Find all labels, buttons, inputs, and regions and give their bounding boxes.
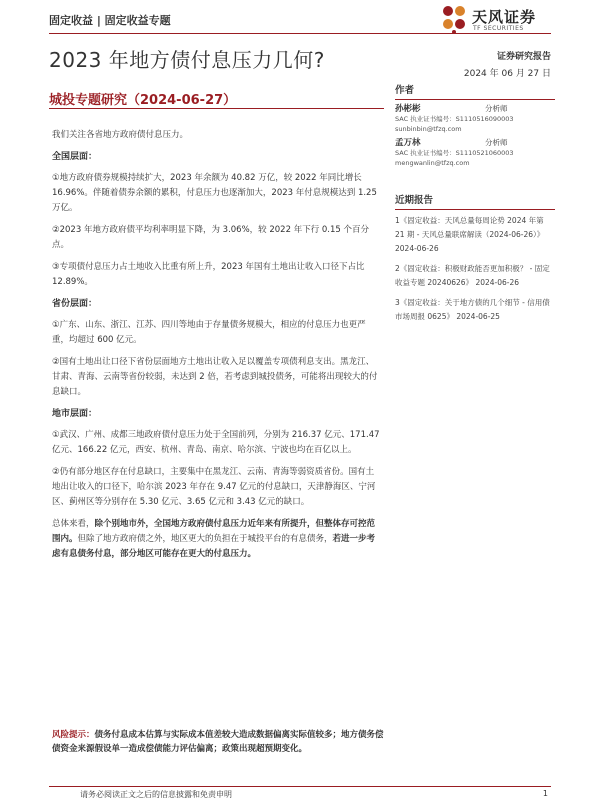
section-heading-national: 全国层面：: [52, 152, 98, 162]
author-cert: SAC 执业证书编号：S1110516090003: [395, 115, 514, 123]
intro-paragraph: 我们关注各省地方政府债付息压力。: [52, 130, 189, 140]
national-point-3: ③专项债付息压力占土地收入比重有所上升，2023 年国有土地出让收入口径下占比 12.89%。: [52, 262, 365, 287]
summary-lead: 总体来看，: [52, 519, 95, 529]
recent-heading: 近期报告: [395, 195, 434, 206]
author-name: 孟万林: [395, 138, 421, 148]
author-cert: SAC 执业证书编号：S1110521060003: [395, 149, 514, 157]
city-point-2: ②仍有部分地区存在付息缺口，主要集中在黑龙江、云南、青海等弱资质省份。国有土地出让收入的口径下，哈尔滨 2023 年存在 9.47 亿元的付息缺口，天津静海区、宁河区、蓟州区等分别存在 5.30 亿元、3.65 亿元和 3.43 亿元的缺口。: [52, 467, 376, 507]
summary-bold-1: 除个别地市外，全国地方政府债付息压力近年来有所提升，但整体存可控范围内。: [52, 519, 376, 544]
author-email[interactable]: mengwanlin@tfzq.com: [395, 159, 470, 167]
national-point-1: ①地方政府债券规模持续扩大，2023 年余额为 40.82 万亿，较 2022 年同比增长 16.96%。伴随着债券余额的累积，付息压力也逐渐加大，2023 年付息规模达到 1.25 万亿。: [52, 173, 377, 213]
page-subtitle: 城投专题研究（2024-06-27）: [49, 93, 237, 108]
author-email[interactable]: sunbinbin@tfzq.com: [395, 125, 462, 133]
recent-report-item[interactable]: 1《固定收益：天风总量每周论势 2024 年第 21 期 - 天风总量联席解读（2024-06-26）》 2024-06-26: [395, 216, 545, 253]
summary-plain: 但除了地方政府债之外，地区更大的负担在于城投平台的有息债务，: [77, 534, 333, 544]
author-card: [395, 104, 555, 134]
breadcrumb: 固定收益 | 固定收益专题: [49, 14, 171, 27]
authors-divider: [395, 99, 555, 100]
logo-mark-icon: [440, 4, 468, 34]
author-card: [395, 138, 555, 168]
author-role: 分析师: [485, 138, 508, 147]
header-divider: [49, 33, 551, 34]
subtitle-divider: [49, 108, 384, 109]
authors-heading: 作者: [395, 85, 415, 96]
footer-disclaimer: 请务必阅读正文之后的信息披露和免责申明: [80, 790, 232, 799]
sidebar: [395, 80, 555, 330]
logo-text: 天风证券: [472, 8, 537, 26]
footer-divider: [49, 786, 551, 787]
province-point-1: ①广东、山东、浙江、江苏、四川等地由于存量债务规模大，相应的付息压力也更严重，均超过 600 亿元。: [52, 320, 366, 345]
main-content: [52, 128, 382, 569]
summary-bold-2: 若进一步考虑有息债务付息，部分地区可能存在更大的付息压力。: [52, 534, 376, 559]
report-date: 2024 年 06 月 27 日: [463, 69, 551, 79]
section-heading-city: 地市层面：: [52, 409, 98, 419]
risk-label: 风险提示：: [52, 730, 95, 740]
page-title: 2023 年地方债付息压力几何?: [49, 48, 325, 72]
recent-report-item[interactable]: 2《固定收益：积极财政能否更加积极？ - 固定收益专题 20240626》 2024-06-26: [395, 264, 550, 287]
risk-warning: [52, 728, 387, 756]
page-number: 1: [542, 789, 548, 798]
national-point-2: ②2023 年地方政府债平均利率明显下降，为 3.06%，较 2022 年下行 0.15 个百分点。: [52, 225, 370, 250]
province-point-2: ②国有土地出让口径下省份层面地方土地出让收入足以覆盖专项债利息支出。黑龙江、甘肃、青海、云南等省份较弱，未达到 2 倍，若考虑到城投债务，可能将出现较大的付息缺口。: [52, 357, 378, 397]
author-name: 孙彬彬: [395, 104, 421, 114]
author-role: 分析师: [485, 104, 508, 113]
city-point-1: ①武汉、广州、成都三地政府债付息压力处于全国前列，分别为 216.37 亿元、171.47 亿元、166.22 亿元，西安、杭州、青岛、南京、哈尔滨、宁波也均在百亿以上。: [52, 430, 380, 455]
risk-text: 债务付息成本估算与实际成本值差较大造成数据偏离实际值较多；地方债务偿债资金来源假设单一造成偿债能力评估偏离；政策出现超预期变化。: [52, 730, 384, 754]
recent-divider: [395, 209, 555, 210]
section-heading-province: 省份层面：: [52, 299, 98, 309]
recent-reports: [395, 192, 555, 324]
recent-report-item[interactable]: 3《固定收益：关于地方债的几个细节 - 信用债市场周报 0625》 2024-06-25: [395, 298, 550, 321]
report-type: 证券研究报告: [496, 52, 551, 62]
summary-paragraph: [52, 517, 382, 562]
logo-subtext: TF SECURITIES: [473, 25, 524, 32]
